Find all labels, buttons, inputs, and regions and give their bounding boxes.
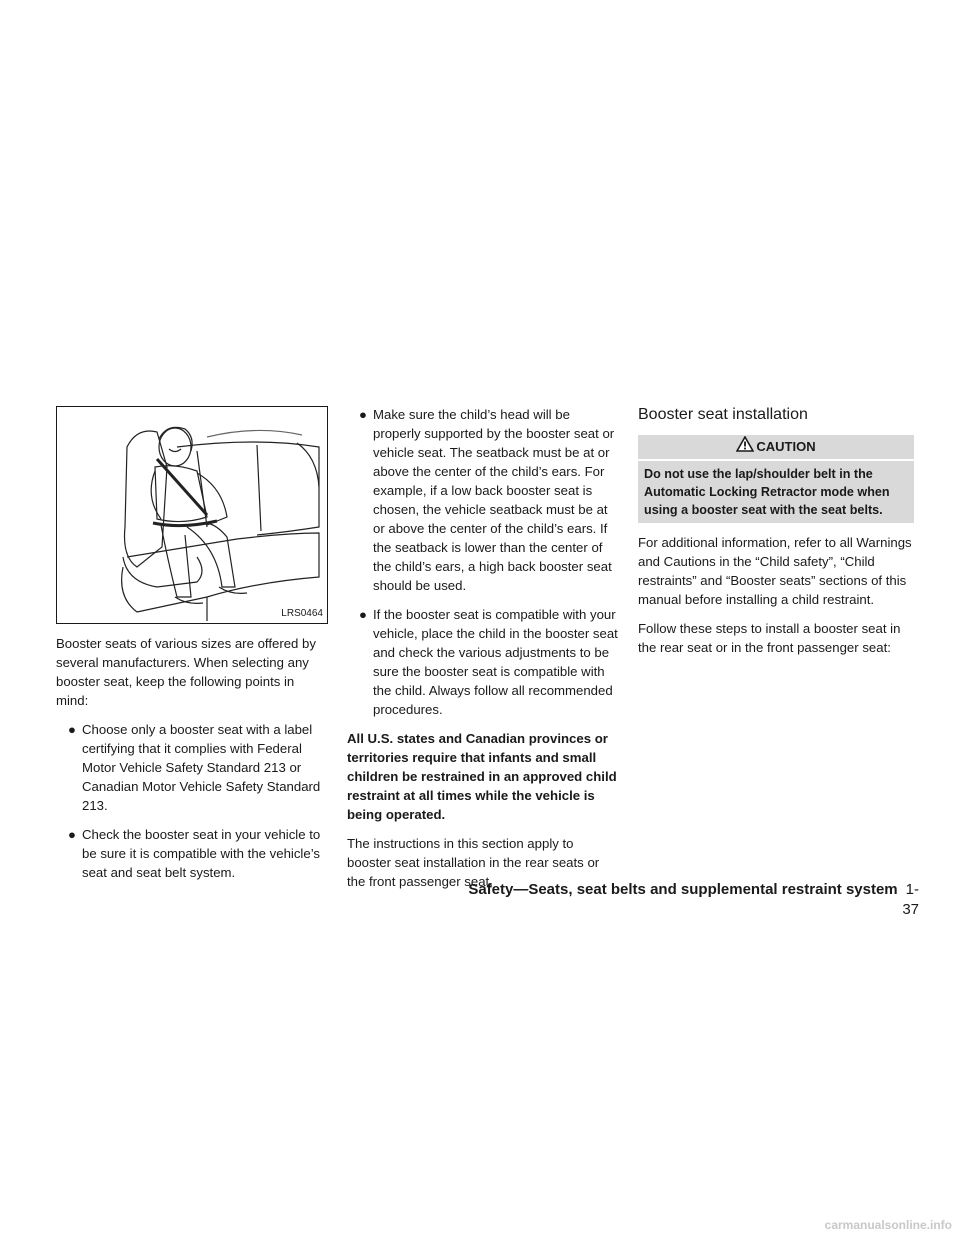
additional-info-paragraph: For additional information, refer to all Warnings and Cautions in the “Child safety”, “Child restraints” and “Booster seats” sections of this manual before installing a child restraint. — [638, 535, 912, 607]
steps-intro-paragraph: Follow these steps to install a booster seat in the rear seat or in the front passenger seat: — [638, 621, 901, 655]
legal-requirement-paragraph: All U.S. states and Canadian provinces or territories require that infants and small children be restrained in an approved child restraint at all times while the vehicle is being operated. — [347, 731, 617, 822]
caution-header — [638, 435, 914, 459]
page-number: 1-37 — [902, 881, 919, 918]
bullet-icon: ● — [359, 407, 367, 422]
column-2 — [347, 405, 619, 901]
instructions-paragraph: The instructions in this section apply to booster seat installation in the rear seats or the front passenger seat. — [347, 836, 600, 889]
booster-seat-drawing — [57, 407, 327, 623]
bullet-text: If the booster seat is compatible with your vehicle, place the child in the booster seat and check the various adjustments to be sure the booster seat is compatible with the child. Always follow all recommended procedures. — [373, 607, 618, 717]
column-1 — [56, 634, 328, 892]
bullet-item — [347, 605, 619, 719]
intro-paragraph: Booster seats of various sizes are offered by several manufacturers. When selecting any booster seat, keep the following points in mind: — [56, 636, 316, 708]
bullet-item — [347, 405, 619, 595]
watermark: carmanualsonline.info — [824, 1218, 952, 1232]
bullet-text: Check the booster seat in your vehicle to be sure it is compatible with the vehicle’s seat and seat belt system. — [82, 827, 321, 880]
figure-label: LRS0464 — [281, 608, 323, 619]
caution-title: CAUTION — [756, 439, 816, 454]
column-3 — [638, 405, 914, 667]
bullet-icon: ● — [68, 722, 76, 737]
page-footer — [461, 880, 919, 920]
bullet-icon: ● — [68, 827, 76, 842]
bullet-text: Make sure the child’s head will be properly supported by the booster seat or vehicle seat. The seatback must be at or above the center of the child’s ears. For example, if a low back booster seat is chosen, the vehicle seatback must be at or above the center of the child’s ears. If the seatback is lower than the center of the child’s ears, a high back booster seat should be used. — [373, 407, 615, 593]
warning-triangle-icon — [736, 436, 754, 460]
booster-seat-illustration — [56, 406, 328, 624]
caution-text: Do not use the lap/shoulder belt in the Automatic Locking Retractor mode when using a booster seat with the seat belts. — [638, 461, 914, 523]
bullet-icon: ● — [359, 607, 367, 622]
bullet-text: Choose only a booster seat with a label certifying that it complies with Federal Motor Vehicle Safety Standard 213 or Canadian Motor Vehicle Safety Standard 213. — [82, 722, 321, 813]
bullet-item — [56, 720, 328, 815]
bullet-item — [56, 825, 328, 882]
section-heading: Booster seat installation — [638, 406, 808, 423]
footer-section-title: Safety—Seats, seat belts and supplemental restraint system — [468, 881, 898, 898]
